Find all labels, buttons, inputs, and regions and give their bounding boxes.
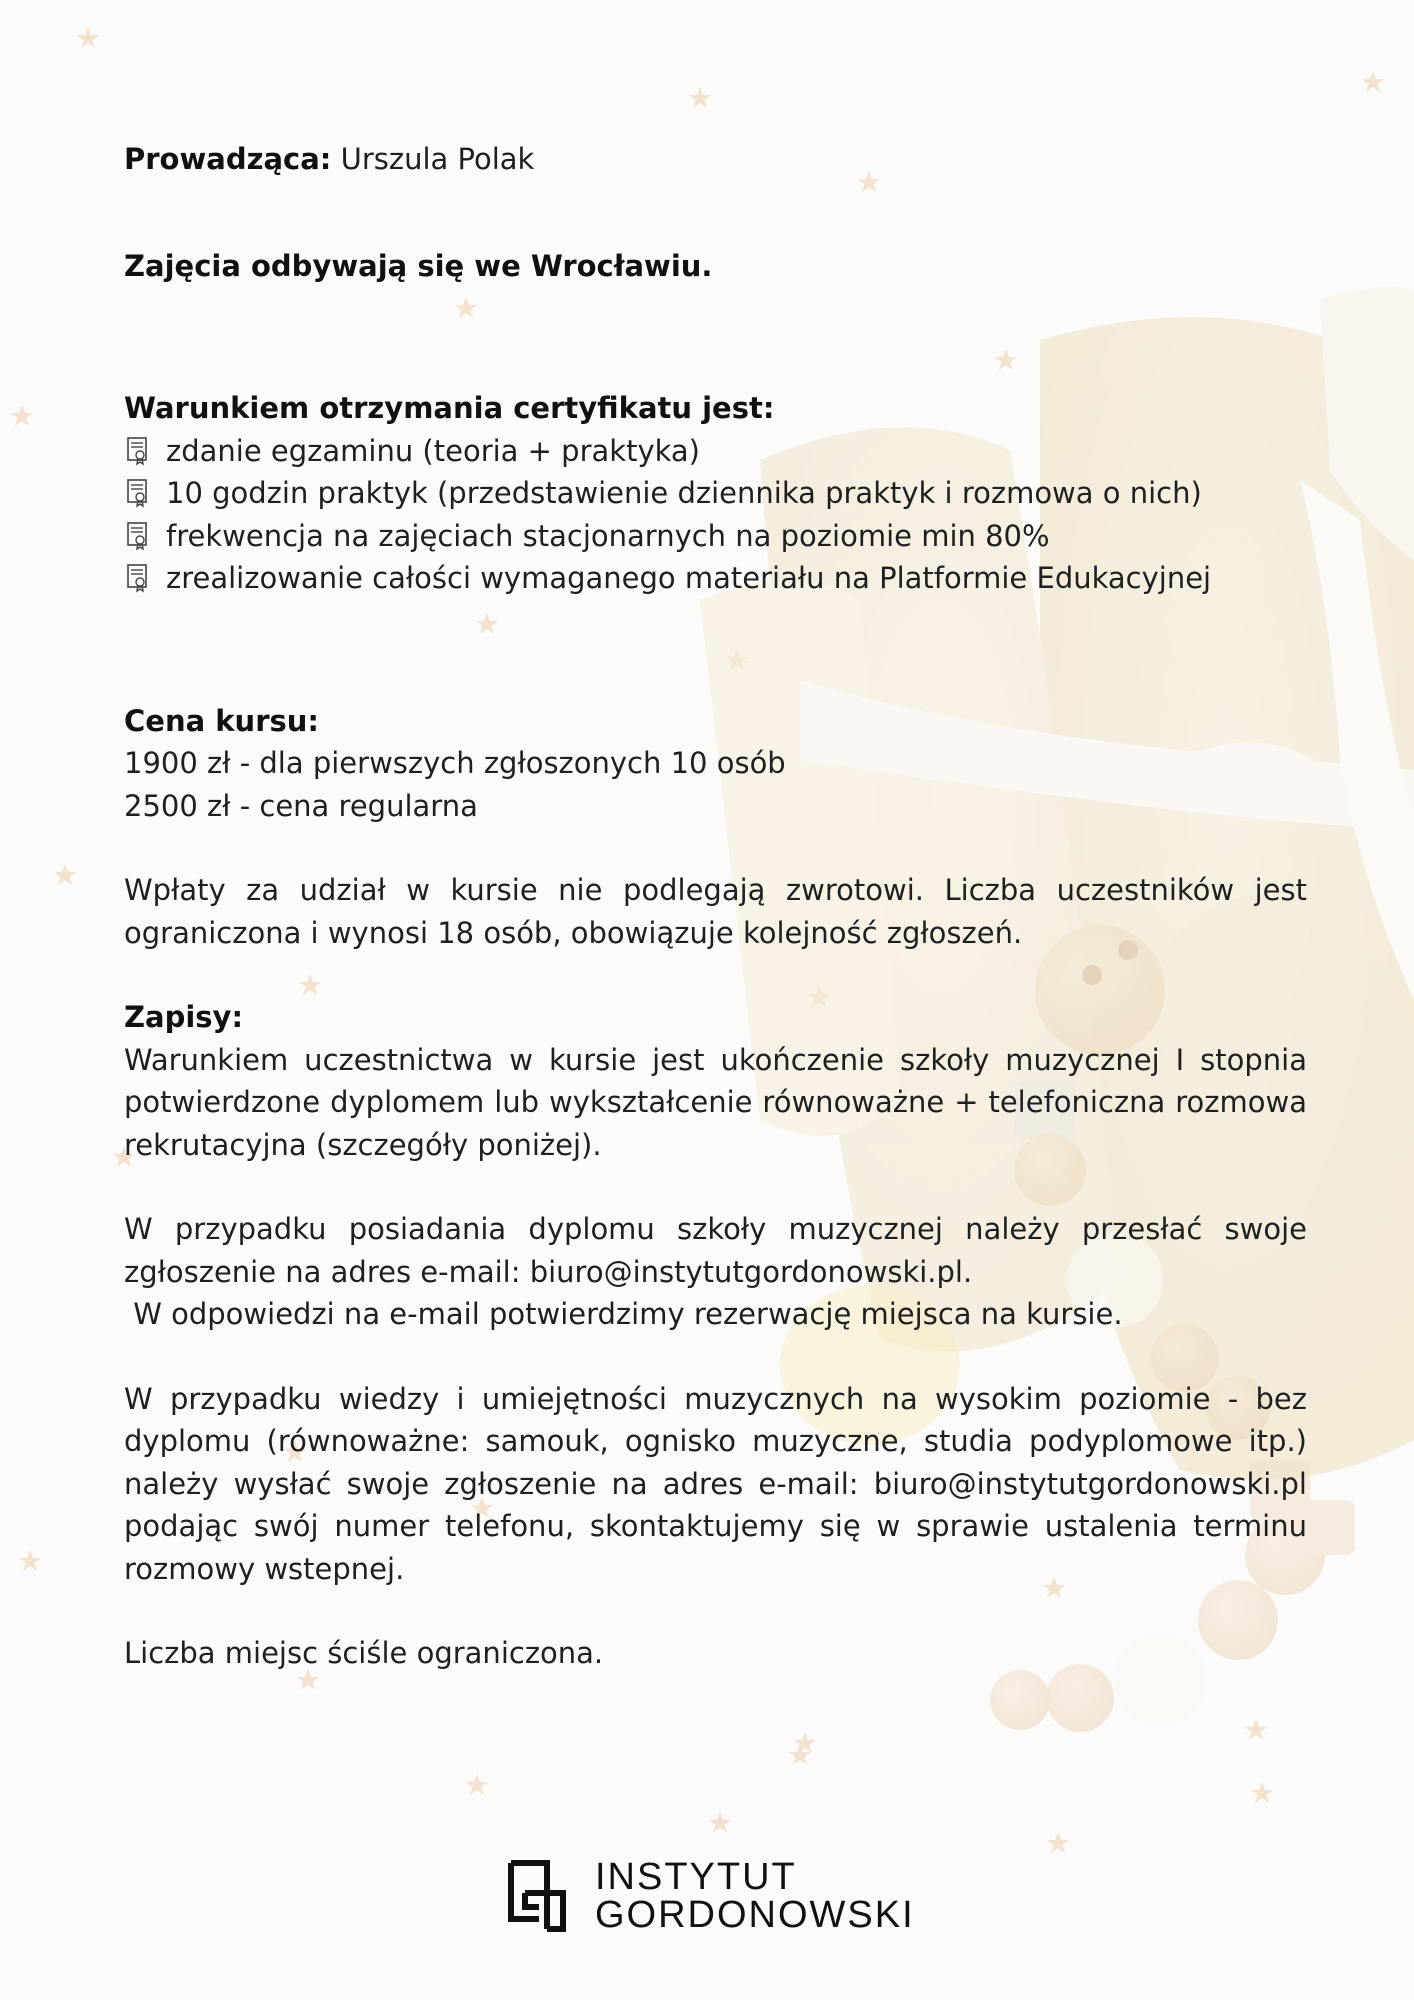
confirmation-note: W odpowiedzi na e-mail potwierdzimy rezerwację miejsca na kursie. (124, 1297, 1123, 1331)
certificate-icon (124, 520, 154, 552)
certificate-icon (124, 477, 154, 509)
limited-places-note: Liczba miejsc ściśle ograniczona. (124, 1636, 604, 1670)
price-heading: Cena kursu: (124, 703, 319, 738)
requirement-text: frekwencja na zajęciach stacjonarnych na poziomie min 80% (166, 518, 1050, 553)
certificate-icon (124, 435, 154, 467)
list-item (124, 557, 1307, 600)
list-item (124, 430, 1307, 473)
requirement-text: zrealizowanie całości wymaganego materiału na Platformie Edukacyjnej (166, 561, 1212, 595)
no-diploma-instructions: W przypadku wiedzy i umiejętności muzycznych na wysokim poziomie - bez dyplomu (równoważne: samouk, ognisko muzyczne, studia podyplomowe itp.) należy wysłać swoje zgłoszenie na adres e-mail: biuro@instytutgordonowski.pl podając swój numer telefonu, skontaktujemy się w sprawie ustalenia terminu rozmowy wstepnej. (124, 1381, 1307, 1586)
list-item (124, 515, 1307, 558)
instructor-label: Prowadząca: (124, 142, 332, 176)
logo-line-2: GORDONOWSKI (595, 1894, 915, 1936)
instructor-name: Urszula Polak (331, 142, 535, 176)
requirement-text: 10 godzin praktyk (przedstawienie dziennika praktyk i rozmowa o nich) (166, 476, 1202, 510)
document-body (124, 138, 1307, 1675)
instructor-line (124, 138, 1307, 181)
gordonowski-logo-mark (507, 1859, 567, 1933)
enrollment-heading: Zapisy: (124, 1000, 244, 1034)
list-item (124, 472, 1307, 515)
requirement-text: zdanie egzaminu (teoria + praktyka) (166, 433, 700, 468)
certificate-requirements-list (124, 430, 1307, 600)
location-note: Zajęcia odbywają się we Wrocławiu. (124, 248, 713, 283)
enrollment-requirement: Warunkiem uczestnictwa w kursie jest ukończenie szkoły muzycznej I stopnia potwierdzone dyplomem lub wykształcenie równoważne + telefoniczna rozmowa rekrutacyjna (szczegóły poniżej). (124, 1042, 1307, 1162)
diploma-instructions: W przypadku posiadania dyplomu szkoły muzycznej należy przesłać swoje zgłoszenie na adres e-mail: biuro@instytutgordonowski.pl. (124, 1212, 1307, 1289)
logo-wordmark (595, 1858, 915, 1934)
logo-line-1: INSTYTUT (595, 1856, 797, 1898)
price-early: 1900 zł - dla pierwszych zgłoszonych 10 osób (124, 746, 786, 780)
price-regular: 2500 zł - cena regularna (124, 788, 478, 823)
refund-note: Wpłaty za udział w kursie nie podlegają zwrotowi. Liczba uczestników jest ograniczona i wynosi 18 osób, obowiązuje kolejność zgłoszeń. (124, 873, 1307, 950)
institute-logo (507, 1856, 947, 1936)
certificate-icon (124, 562, 154, 594)
certificate-heading: Warunkiem otrzymania certyfikatu jest: (124, 391, 775, 425)
